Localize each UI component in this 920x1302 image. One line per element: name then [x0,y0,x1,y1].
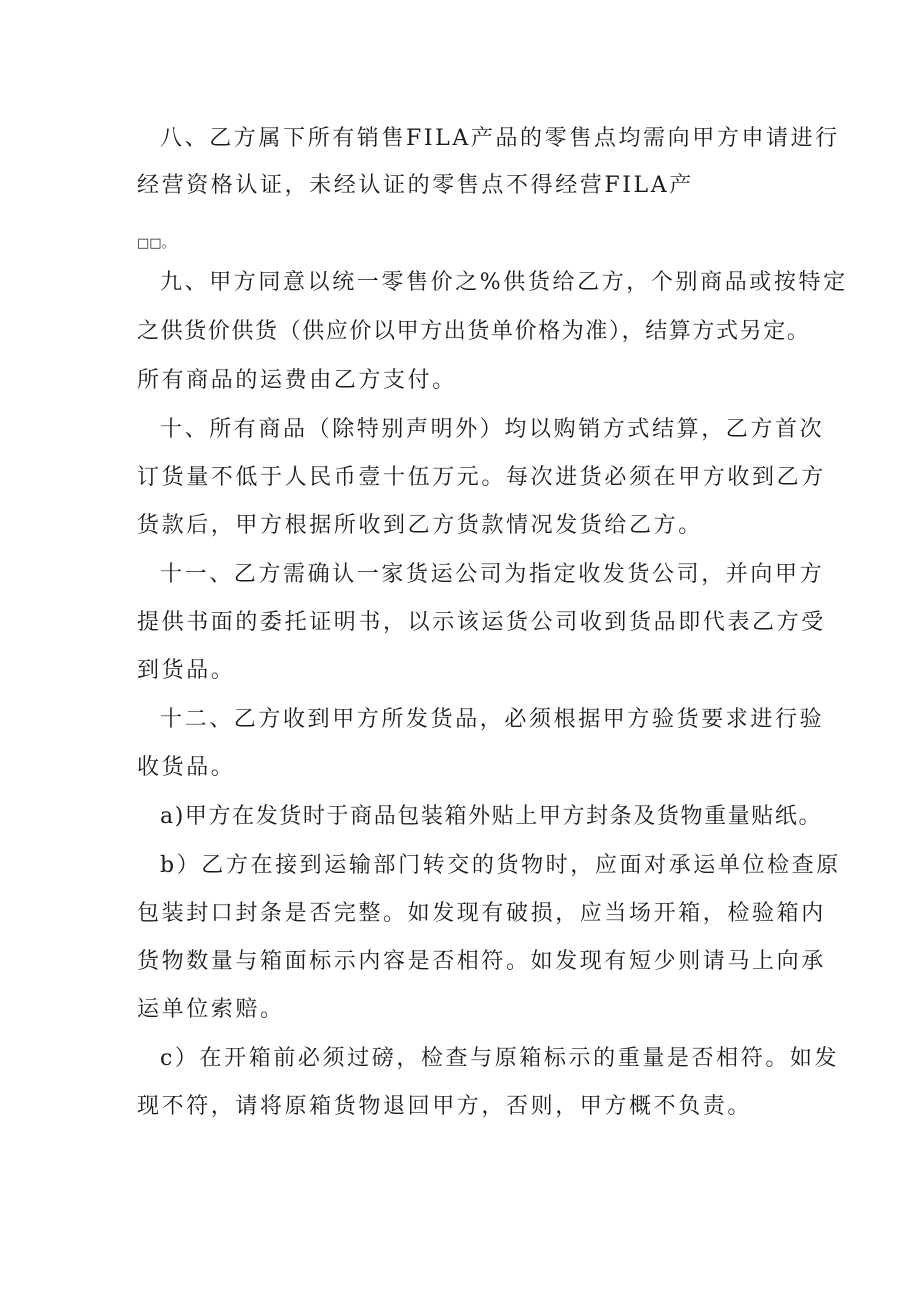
clause-10-line-1: 十、所有商品（除特别声明外）均以购销方式结算，乙方首次 [160,417,825,442]
clause-12b-line-4: 运单位索赔。 [137,997,285,1022]
clause-9-line-2: 之供货价供货（供应价以甲方出货单价格为准），结算方式另定。 [137,319,811,344]
clause-12b-line-2: 包装封口封条是否完整。如发现有破损，应当场开箱，检验箱内 [137,901,826,926]
clause-12c-line-1: c）在开箱前必须过磅，检查与原箱标示的重量是否相符。如发 [160,1046,840,1071]
clause-10-line-2: 订货量不低于人民币壹十伍万元。每次进货必须在甲方收到乙方 [137,465,826,490]
clause-12b-line-3: 货物数量与箱面标示内容是否相符。如发现有短少则请马上向承 [137,949,826,974]
clause-8-line-2: 经营资格认证，未经认证的零售点不得经营FILA产 [137,173,694,198]
clause-12-line-1: 十二、乙方收到甲方所发货品，必须根据甲方验货要求进行验 [160,707,825,732]
clause-12-line-2: 收货品。 [137,755,236,780]
clause-11-line-2: 提供书面的委托证明书，以示该运货公司收到货品即代表乙方受 [137,610,826,635]
clause-12c-line-2: 现不符，请将原箱货物退回甲方，否则，甲方概不负责。 [137,1094,753,1119]
clause-8-line-3: □□。 [137,236,175,251]
clause-8-line-1: 八、乙方属下所有销售FILA产品的零售点均需向甲方申请进行 [160,126,840,151]
clause-12b-line-1: b）乙方在接到运输部门转交的货物时，应面对承运单位检查原 [160,853,841,878]
clause-11-line-1: 十一、乙方需确认一家货运公司为指定收发货公司，并向甲方 [160,562,825,587]
clause-11-line-3: 到货品。 [137,658,236,683]
clause-9-line-3: 所有商品的运费由乙方支付。 [137,368,457,393]
clause-9-line-1: 九、甲方同意以统一零售价之%供货给乙方，个别商品或按特定 [160,270,848,295]
clause-12a-line-1: a)甲方在发货时于商品包装箱外贴上甲方封条及货物重量贴纸。 [160,804,823,829]
clause-10-line-3: 货款后，甲方根据所收到乙方货款情况发货给乙方。 [137,513,703,538]
